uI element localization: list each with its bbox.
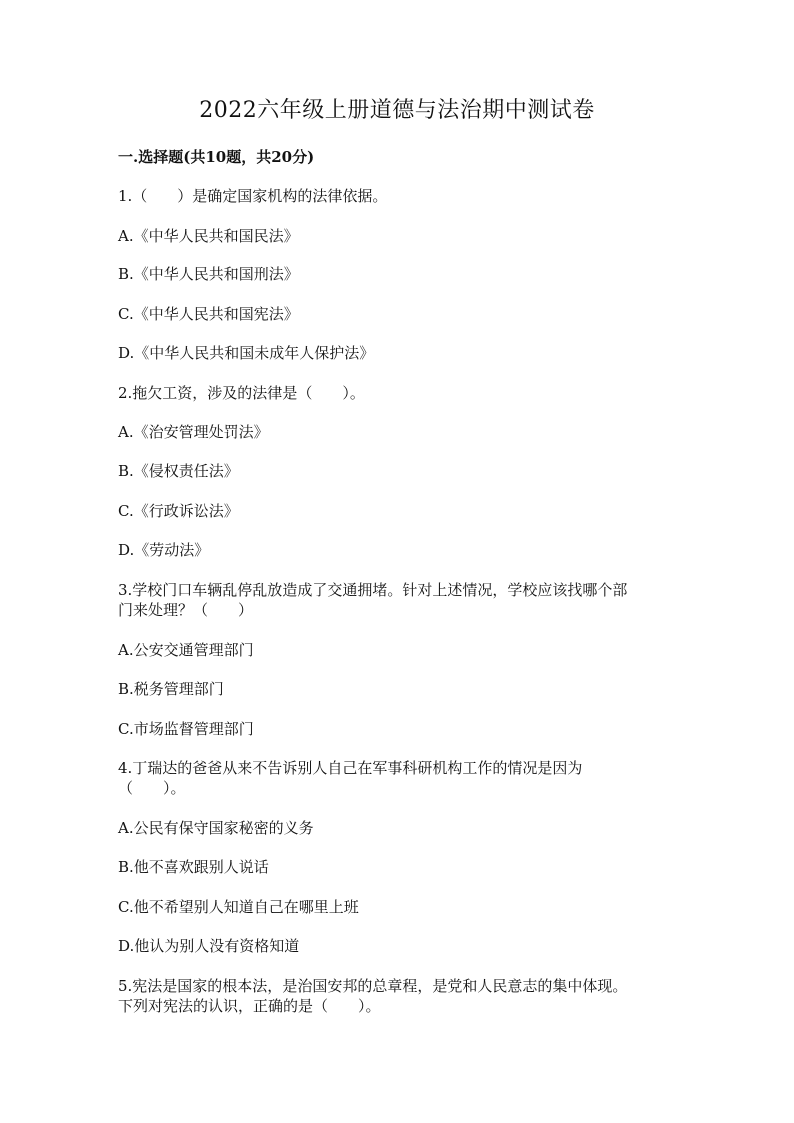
question-1-option-d: D.《中华人民共和国未成年人保护法》 bbox=[118, 344, 375, 362]
question-stem-line: 3.学校门口车辆乱停乱放造成了交通拥堵。针对上述情况，学校应该找哪个部 bbox=[118, 581, 628, 599]
question-stem-line: 下列对宪法的认识，正确的是（ ）。 bbox=[118, 997, 381, 1015]
question-1-option-a: A.《中华人民共和国民法》 bbox=[118, 227, 299, 245]
question-4-option-d: D.他认为别人没有资格知道 bbox=[118, 937, 300, 955]
question-2-option-c: C.《行政诉讼法》 bbox=[118, 502, 239, 520]
question-2-stem bbox=[118, 383, 678, 403]
question-stem-line: （ ）。 bbox=[118, 779, 186, 797]
question-3-stem bbox=[118, 580, 678, 620]
question-2-option-d: D.《劳动法》 bbox=[118, 541, 210, 559]
question-stem-line: 4.丁瑞达的爸爸从来不告诉别人自己在军事科研机构工作的情况是因为 bbox=[118, 759, 583, 777]
question-4-option-b: B.他不喜欢跟别人说话 bbox=[118, 858, 269, 876]
question-2-option-b: B.《侵权责任法》 bbox=[118, 462, 239, 480]
question-1-option-c: C.《中华人民共和国宪法》 bbox=[118, 305, 299, 323]
question-stem-line: 2.拖欠工资，涉及的法律是（ ）。 bbox=[118, 384, 365, 402]
question-3-option-c: C.市场监督管理部门 bbox=[118, 720, 254, 738]
page-title: 2022六年级上册道德与法治期中测试卷 bbox=[199, 98, 595, 123]
question-stem-line: 5.宪法是国家的根本法，是治国安邦的总章程，是党和人民意志的集中体现。 bbox=[118, 977, 628, 995]
question-stem-line: 门来处理？（ ） bbox=[118, 601, 254, 619]
question-stem-line: 1.（ ）是确定国家机构的法律依据。 bbox=[118, 187, 388, 205]
question-1-option-b: B.《中华人民共和国刑法》 bbox=[118, 265, 299, 283]
question-5-stem bbox=[118, 976, 678, 1016]
question-4-stem bbox=[118, 758, 678, 798]
section-heading: 一.选择题(共10题，共20分) bbox=[118, 148, 315, 166]
question-3-option-a: A.公安交通管理部门 bbox=[118, 641, 254, 659]
question-3-option-b: B.税务管理部门 bbox=[118, 680, 224, 698]
question-1-stem bbox=[118, 186, 678, 206]
question-4-option-a: A.公民有保守国家秘密的义务 bbox=[118, 819, 314, 837]
question-2-option-a: A.《治安管理处罚法》 bbox=[118, 423, 269, 441]
question-4-option-c: C.他不希望别人知道自己在哪里上班 bbox=[118, 898, 359, 916]
